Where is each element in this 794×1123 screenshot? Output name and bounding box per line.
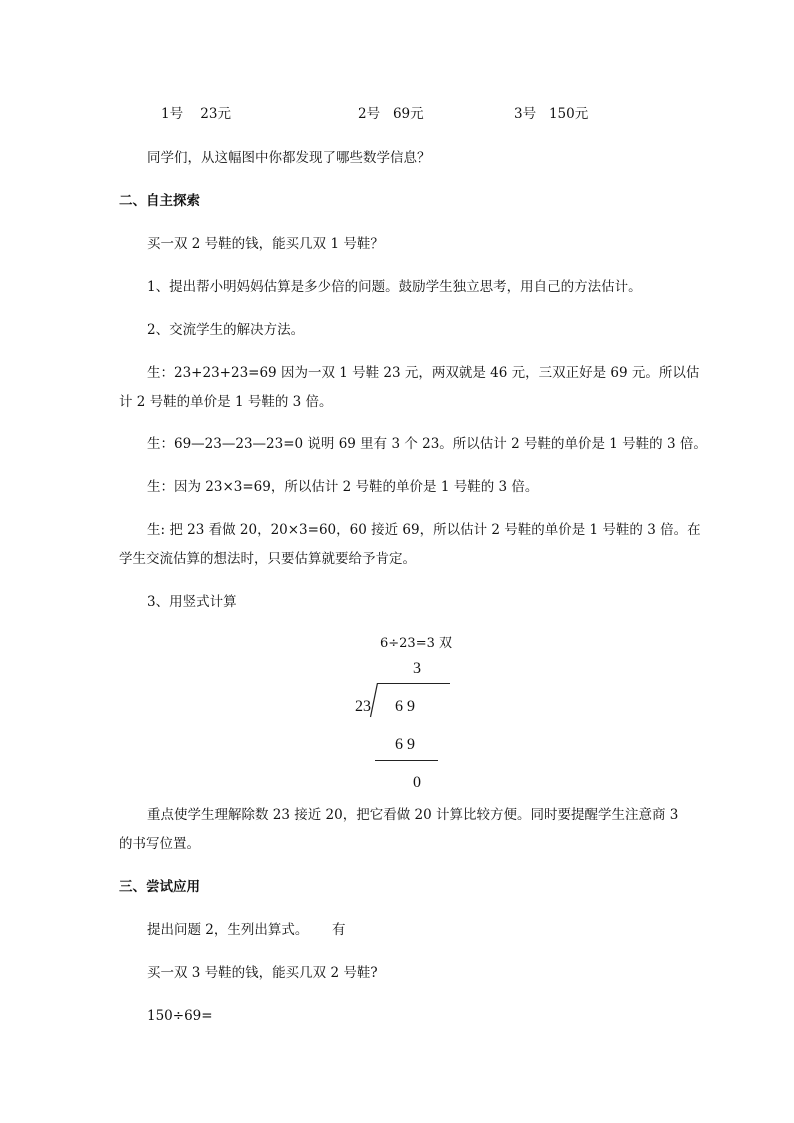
section2-question: 买一双 2 号鞋的钱，能买几双 1 号鞋？ (147, 236, 384, 252)
division-dividend: 6 9 (395, 698, 415, 715)
price-1-value: 23元 (200, 106, 231, 122)
note-line1: 重点使学生理解除数 23 接近 20，把它看做 20 计算比较方便。同时要提醒学生注意商 3 (147, 807, 679, 823)
student-answer-2: 生：69—23—23—23=0 说明 69 里有 3 个 23。所以估计 2 号鞋的单价是 1 号鞋的 3 倍。 (147, 436, 707, 452)
note-line2: 的书写位置。 (119, 836, 200, 852)
price-3-value: 150元 (548, 106, 589, 122)
price-3-label: 3号 (514, 106, 537, 122)
step-1: 1、提出帮小明妈妈估算是多少倍的问题。鼓励学生独立思考，用自己的方法估计。 (147, 279, 642, 295)
section3-expression: 150÷69= (147, 1008, 213, 1024)
division-remainder: 0 (413, 774, 421, 791)
division-subtract-line (375, 760, 438, 761)
section3-question: 买一双 3 号鞋的钱，能买几双 2 号鞋? (147, 965, 378, 981)
section2-heading: 二、自主探索 (119, 193, 200, 209)
student-answer-1-line2: 计 2 号鞋的单价是 1 号鞋的 3 倍。 (119, 394, 333, 410)
division-equation: 6÷23=3 双 (380, 636, 453, 651)
price-3 (514, 104, 588, 124)
section3-heading: 三、尝试应用 (119, 879, 200, 895)
division-quotient: 3 (413, 660, 421, 677)
step-3: 3、用竖式计算 (147, 594, 237, 610)
division-bracket-top (377, 683, 450, 684)
intro-question: 同学们，从这幅图中你都发现了哪些数学信息？ (147, 150, 431, 166)
student-answer-4-line2: 学生交流估算的想法时，只要估算就要给予肯定。 (119, 551, 416, 567)
division-product: 6 9 (395, 736, 415, 753)
price-2-value: 69元 (392, 106, 424, 122)
student-answer-1-line1: 生：23+23+23=69 因为一双 1 号鞋 23 元，两双就是 46 元，三双正好是 69 元。所以估 (147, 365, 700, 381)
step-2: 2、交流学生的解决方法。 (147, 322, 305, 338)
division-divisor: 23 (355, 698, 371, 715)
student-answer-3: 生：因为 23×3=69，所以估计 2 号鞋的单价是 1 号鞋的 3 倍。 (147, 479, 539, 495)
section3-prompt: 提出问题 2，生列出算式。 (147, 922, 309, 938)
stray-character: 有 (332, 922, 346, 938)
price-1 (161, 104, 231, 124)
price-2-label: 2号 (358, 106, 381, 122)
price-1-label: 1号 (161, 106, 184, 122)
price-2 (358, 104, 424, 124)
student-answer-4-line1: 生: 把 23 看做 20，20×3=60，60 接近 69，所以估计 2 号鞋的单价是 1 号鞋的 3 倍。在 (147, 522, 701, 538)
